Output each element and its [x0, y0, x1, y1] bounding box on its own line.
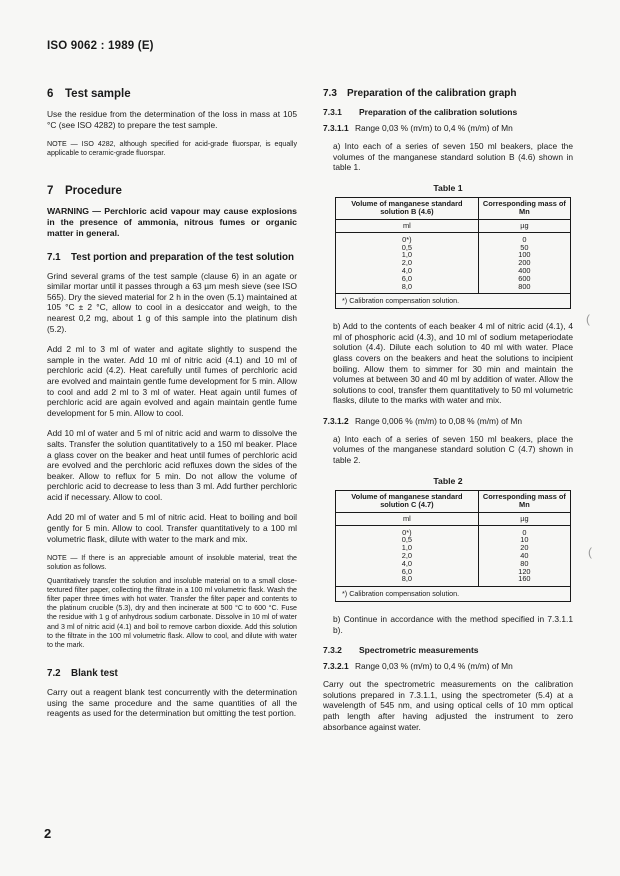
section-6-heading: 6 Test sample: [47, 88, 131, 100]
table-row: 2,0 200: [336, 259, 571, 267]
section-7-2-paragraph: Carry out a reagent blank test concurrently with the determination using the same procedure and the same quantities of all the reagents as used for the determination but omitting the test portion.: [47, 687, 297, 719]
section-7-3-1-heading: 7.3.1 Preparation of the calibration solutions: [323, 107, 518, 117]
table-1: [335, 197, 571, 309]
margin-bracket-mark: (: [586, 312, 590, 326]
table-row: 8,0 800: [336, 283, 571, 294]
step-b-1: b) Add to the contents of each beaker 4 ml of nitric acid (4.1), 4 ml of phosphoric acid (4.3), and 10 ml of sodium metaperiodate solution (4.4). Dilute each solution to 40 ml with water. Place glass covers on the beakers and heat the solutions to incipient boiling. Allow them to simmer for 30 min and maintain the volumes at between 30 and 40 ml by addition of water. Allow the solutions to cool, transfer them quantitatively to 50 ml volumetric flasks, dilute to the marks with water and mix.: [333, 321, 573, 406]
step-a-1: a) Into each of a series of seven 150 ml beakers, place the volumes of the manganese standard solution B (4.6) shown in table 1.: [333, 141, 573, 173]
table-row: 4,0 400: [336, 267, 571, 275]
step-b-2: b) Continue in accordance with the method specified in 7.3.1.1 b).: [333, 614, 573, 635]
page-number: 2: [44, 826, 52, 841]
warning-paragraph: WARNING — Perchloric acid vapour may cause explosions in the presence of ammonia, nitrous fumes or organic matter in general.: [47, 205, 297, 238]
section-7-3-2-heading: 7.3.2 Spectrometric measurements: [323, 645, 479, 656]
table-1-title: Table 1: [433, 182, 463, 193]
table-1-col1-header: Volume of manganese standard solution B (4.6): [336, 197, 479, 219]
page-header: ISO 9062 : 1989 (E): [47, 40, 154, 52]
table-row: 0,5 50: [336, 244, 571, 252]
section-7-3-2-1-heading: 7.3.2.1 Range 0,03 % (m/m) to 0,4 % (m/m) of Mn: [323, 661, 513, 672]
table-1-col2-header: Corresponding mass of Mn: [478, 197, 570, 219]
table-2-col1-header: Volume of manganese standard solution C (4.7): [336, 490, 479, 512]
section-7-3-1-2-heading: 7.3.1.2 Range 0,006 % (m/m) to 0,08 % (m/m) of Mn: [323, 415, 523, 426]
table-row: 6,0 600: [336, 275, 571, 283]
section-7-1-paragraph-1: Grind several grams of the test sample (clause 6) in an agate or similar mortar until it passes through a 63 µm mesh sieve (see ISO 565). Dry the sieved material for 2 h in the oven (5.1) maintained at 105 °C ± 2 °C, allow to cool in a desiccator and weigh, to the nearest 0,2 mg, about 1 g of this sample into the platinum dish (5.2).: [47, 270, 297, 334]
section-7-3-1-1-heading: 7.3.1.1 Range 0,03 % (m/m) to 0,4 % (m/m) of Mn: [323, 123, 513, 133]
table-2-title: Table 2: [433, 475, 463, 486]
table-row: 0*) 0: [336, 232, 571, 243]
table-row: 2,0 40: [336, 552, 571, 560]
table-row: 0,5 10: [336, 536, 571, 544]
section-7-1-paragraph-2: Add 2 ml to 3 ml of water and agitate slightly to suspend the sample in the water. Add 10 ml of nitric acid (4.1) and 10 ml of perchloric acid (4.2). Heat carefully until fumes of perchloric acid are evolved and maintain gentle fume development for 5 min. Allow to cool and add 2 ml to 3 ml of water. Heat again until fumes of perchloric acid are again evolved and again maintain gentle fume development for 5 min. Allow to cool.: [47, 344, 297, 418]
section-7-1-paragraph-4: Add 20 ml of water and 5 ml of nitric acid. Heat to boiling and boil gently for 5 min. Allow to cool. Transfer quantitatively to a 100 ml volumetric flask, dilute with water to the mark and mix.: [47, 512, 297, 544]
section-7-heading: 7 Procedure: [47, 184, 122, 197]
section-7-2-heading: 7.2 Blank test: [47, 668, 118, 680]
table-1-col2-unit: µg: [478, 219, 570, 232]
table-2-footnote: *) Calibration compensation solution.: [336, 587, 571, 602]
section-7-3-2-1-paragraph: Carry out the spectrometric measurements on the calibration solutions prepared in 7.3.1.1, using the spectrometer (5.4) at a wavelength of 545 nm, and using optical cells of 10 mm optical path length after having adjusted the instrument to zero absorbance against water.: [323, 679, 573, 732]
table-2: [335, 490, 571, 602]
table-1-col1-unit: ml: [336, 219, 479, 232]
table-row: 0*) 0: [336, 525, 571, 536]
table-row: 1,0 20: [336, 544, 571, 552]
table-row: 4,0 80: [336, 560, 571, 568]
table-row: 6,0 120: [336, 568, 571, 576]
right-column: [323, 88, 573, 742]
section-7-1-note: NOTE — If there is an appreciable amount of insoluble material, treat the solution as follows.: [47, 554, 297, 572]
section-6-paragraph: Use the residue from the determination of the loss in mass at 105 °C (see ISO 4282) to prepare the test sample.: [47, 109, 297, 130]
table-2-col1-unit: ml: [336, 512, 479, 525]
margin-bracket-mark: (: [588, 545, 592, 559]
section-7-1-note-text: Quantitatively transfer the solution and insoluble material on to a small close-textured filter paper, collecting the filtrate in a 100 ml volumetric flask. Wash the filter paper three times with hot water. Transfer the filter paper and contents to the platinum crucible (5.3), dry and then incinerate at 500 °C to 600 °C. Fuse the residue with 1 g of anhydrous sodium carbonate. Dissolve in 10 ml of water and 3 ml of nitric acid (4.1) and boil to remove carbon dioxide. Add this solution to the filtrate in the 100 ml volumetric flask. Allow to cool, and dilute with water to the mark.: [47, 576, 297, 650]
left-column: [47, 88, 297, 729]
table-row: 1,0 100: [336, 251, 571, 259]
table-row: 8,0 160: [336, 575, 571, 586]
table-2-col2-unit: µg: [478, 512, 570, 525]
section-6-note: NOTE — ISO 4282, although specified for acid-grade fluorspar, is equally applicable to ceramic-grade fluorspar.: [47, 140, 297, 158]
table-1-footnote: *) Calibration compensation solution.: [336, 294, 571, 309]
section-7-1-paragraph-3: Add 10 ml of water and 5 ml of nitric acid and warm to dissolve the salts. Transfer the solution quantitatively to a 150 ml beaker. Place a glass cover on the beaker and heat until fumes of perchloric acid are evolved and the perchloric acid refluxes down the sides of the beaker. Allow to reflux for 5 min. Do not allow the volume of perchloric acid to decrease to less than 3 ml. Add further perchloric acid if necessary. Allow to cool.: [47, 428, 297, 502]
step-a-2: a) Into each of a series of seven 150 ml beakers, place the volumes of the manganese standard solution C (4.7) shown in table 2.: [333, 433, 573, 466]
section-7-3-heading: 7.3 Preparation of the calibration graph: [323, 88, 517, 99]
section-7-1-heading: 7.1 Test portion and preparation of the test solution: [47, 251, 294, 263]
table-2-col2-header: Corresponding mass of Mn: [478, 490, 570, 512]
